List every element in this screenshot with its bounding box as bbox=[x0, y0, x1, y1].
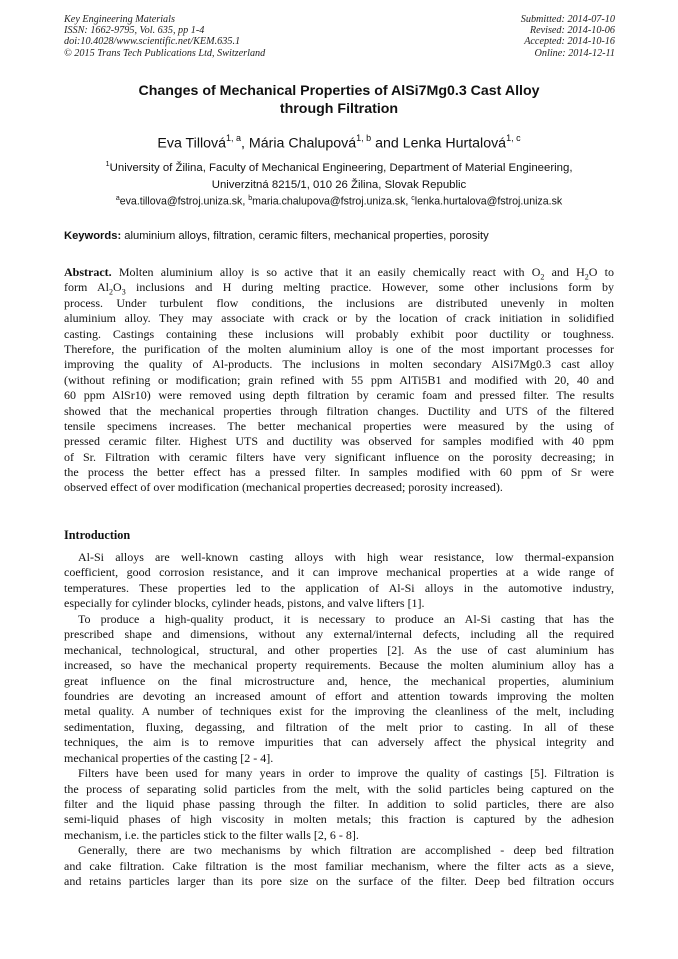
abstract-line bbox=[64, 280, 614, 295]
author-emails bbox=[64, 192, 614, 209]
abstract-line: casting. Castings containing these inclusions will probably exhibit poor ductility or toughness. bbox=[64, 326, 614, 341]
abstract-text: O to bbox=[588, 265, 614, 279]
journal-header-right bbox=[521, 14, 615, 59]
abstract-line: tensile specimens increases. The better mechanical properties were measured by the using of bbox=[64, 418, 614, 433]
abstract bbox=[64, 265, 614, 496]
abstract-line bbox=[64, 265, 614, 280]
doi-line: doi:10.4028/www.scientific.net/KEM.635.1 bbox=[64, 36, 241, 48]
intro-line: semi-liquid phases of high viscosity in molten metals; this fraction is captured by the adhesion bbox=[64, 812, 614, 827]
keywords bbox=[64, 229, 614, 244]
abstract-label: Abstract. bbox=[64, 265, 112, 279]
intro-line: mechanical properties of the casting [2 - 4]. bbox=[64, 750, 274, 765]
email-3: lenka.hurtalova@fstroj.uniza.sk bbox=[414, 195, 563, 208]
intro-line: and cake filtration. Cake filtration is the most familiar mechanism, where the filter acts as a sieve, bbox=[64, 858, 614, 873]
keywords-label: Keywords: bbox=[64, 230, 122, 242]
author-3: Lenka Hurtalová bbox=[402, 135, 507, 152]
copyright-line: © 2015 Trans Tech Publications Ltd, Switzerland bbox=[64, 47, 266, 59]
author-2-affil: 1, b bbox=[356, 133, 372, 143]
abstract-line: the process the better effect has a pressed filter. In samples modified with 60 ppm of Sr were bbox=[64, 465, 614, 480]
abstract-line: observed effect of over modification (mechanical properties decreased; porosity increased). bbox=[64, 480, 503, 495]
author-3-affil: 1, c bbox=[506, 133, 521, 143]
email-marker: a bbox=[115, 195, 120, 202]
journal-name: Key Engineering Materials bbox=[64, 14, 175, 25]
intro-line: great influence on the final microstructure and, hence, the mechanical properties, aluminium bbox=[64, 673, 614, 688]
affiliation-line-2: Univerzitná 8215/1, 010 26 Žilina, Slovak Republic bbox=[211, 178, 467, 191]
accepted-date: Accepted: 2014-10-16 bbox=[524, 36, 615, 48]
intro-line: coefficient, good corrosion resistance, and it can improve mechanical properties at a wide range of bbox=[64, 565, 614, 580]
title-line-1: Changes of Mechanical Properties of AlSi7Mg0.3 Cast Alloy bbox=[138, 83, 540, 99]
abstract-line: Therefore, the purification of the molten aluminium alloy is one of the most important processes for bbox=[64, 341, 614, 356]
issn-line: ISSN: 1662-9795, Vol. 635, pp 1-4 bbox=[64, 25, 205, 37]
introduction-body bbox=[64, 550, 614, 890]
affiliation bbox=[64, 155, 614, 194]
email-marker: b bbox=[248, 195, 253, 202]
author-separator: , bbox=[241, 135, 249, 152]
intro-line: and retains particles larger than its pore size on the surface of the filter. Deep bed filtration occurs bbox=[64, 874, 614, 889]
intro-line: foundries are devoting an increased amount of effort and attention towards improving the molten bbox=[64, 688, 614, 703]
revised-date: Revised: 2014-10-06 bbox=[529, 25, 615, 37]
email-1: eva.tillova@fstroj.uniza.sk, bbox=[119, 195, 249, 208]
abstract-line: pressed ceramic filter. Highest UTS and ductility was observed for samples modified with 40 ppm bbox=[64, 434, 614, 449]
author-1: Eva Tillová bbox=[157, 135, 226, 152]
abstract-text: form Al bbox=[64, 280, 110, 295]
paper-title bbox=[64, 82, 614, 118]
abstract-line: (without refining or modification; grain refined with 55 ppm AlTi5B1 and modified with 20, 40 and bbox=[64, 372, 614, 387]
intro-line: Filters have been used for many years in order to improve the quality of castings [5]. Filtration is bbox=[78, 766, 614, 781]
abstract-text: O bbox=[113, 280, 122, 295]
author-1-affil: 1, a bbox=[226, 133, 242, 143]
intro-line: sedimentation, fluxing, degassing, and filtration of the melt prior to casting. In all of these bbox=[64, 719, 614, 734]
intro-line: mechanism, i.e. the particles stick to the filter walls [2, 6 - 8]. bbox=[64, 827, 359, 842]
author-list bbox=[64, 130, 614, 153]
author-2: Mária Chalupová bbox=[248, 135, 357, 152]
section-heading-introduction: Introduction bbox=[64, 528, 131, 542]
subscript: 3 bbox=[121, 287, 126, 297]
intro-line: the process of separating solid particles from the melt, with the solid particles being captured on the bbox=[64, 781, 614, 796]
abstract-line: of Sr. Filtration with ceramic filters have very significant influence on the porosity decreasing; in bbox=[64, 449, 614, 464]
author-separator: and bbox=[371, 135, 403, 152]
subscript: 2 bbox=[584, 272, 589, 282]
intro-line: Al-Si alloys are well-known casting alloys with high wear resistance, low thermal-expansion bbox=[78, 550, 614, 564]
intro-line: To produce a high-quality product, it is necessary to produce an Al-Si casting that has the bbox=[78, 611, 614, 626]
abstract-line: 60 ppm AlSr10) were removed using depth filtration by ceramic foam and pressed filter. The results bbox=[64, 388, 614, 403]
intro-line: mechanical, technological, structural, and other properties [2]. As the use of cast aluminium has bbox=[64, 642, 614, 657]
abstract-text: inclusions and H during melting practice. However, some other inclusions form by bbox=[125, 280, 614, 295]
subscript: 2 bbox=[109, 287, 114, 297]
title-line-2: through Filtration bbox=[279, 101, 399, 117]
keywords-text: aluminium alloys, filtration, ceramic filters, mechanical properties, porosity bbox=[121, 230, 489, 242]
email-2: maria.chalupova@fstroj.uniza.sk, bbox=[252, 195, 412, 208]
abstract-text: Molten aluminium alloy is so active that it an easily chemically react with O bbox=[111, 265, 541, 279]
intro-line: temperatures. These properties led to the application of Al-Si alloys in the automotive industry, bbox=[64, 580, 614, 595]
intro-line: Generally, there are two mechanisms by which filtration are accomplished - deep bed filtration bbox=[78, 843, 614, 858]
affiliation-line-1: University of Žilina, Faculty of Mechanical Engineering, Department of Material Engineering, bbox=[109, 161, 573, 174]
abstract-line: aluminium alloy. They may associate with crack or by the location of crack initiation in solidified bbox=[64, 311, 614, 326]
intro-line: filter and the liquid phase passing through the filter. In addition to solid particles, there are also bbox=[64, 797, 614, 811]
intro-line: metal quality. A number of techniques exist for the improving the cleanliness of the melt, including bbox=[64, 704, 614, 719]
intro-line: prescribed shape and dimensions, without any external/internal defects, including all the required bbox=[64, 627, 614, 642]
abstract-line: improving the quality of Al-products. The inclusions in molten secondary AlSi7Mg0.3 cast alloy bbox=[64, 357, 614, 372]
intro-line: increased, so have the mechanical property requirements. Because the molten aluminium alloy has a bbox=[64, 658, 614, 673]
subscript: 2 bbox=[540, 272, 545, 282]
email-marker: c bbox=[411, 195, 415, 202]
intro-line: techniques, the aim is to remove impurities that can adversely affect the physical integrity and bbox=[64, 735, 614, 750]
submitted-date: Submitted: 2014-07-10 bbox=[520, 14, 615, 25]
abstract-text: and H bbox=[544, 265, 585, 279]
abstract-line: showed that the mechanical properties through filtration changes. Ductility and UTS of the filtered bbox=[64, 403, 614, 418]
journal-header-left bbox=[64, 14, 265, 59]
intro-line: especially for cylinder blocks, cylinder heads, pistons, and valve lifters [1]. bbox=[64, 596, 425, 611]
abstract-line: process. Under turbulent flow conditions, the inclusions are distributed unevenly in molten bbox=[64, 295, 614, 310]
affiliation-marker: 1 bbox=[105, 159, 110, 168]
online-date: Online: 2014-12-11 bbox=[534, 47, 615, 59]
